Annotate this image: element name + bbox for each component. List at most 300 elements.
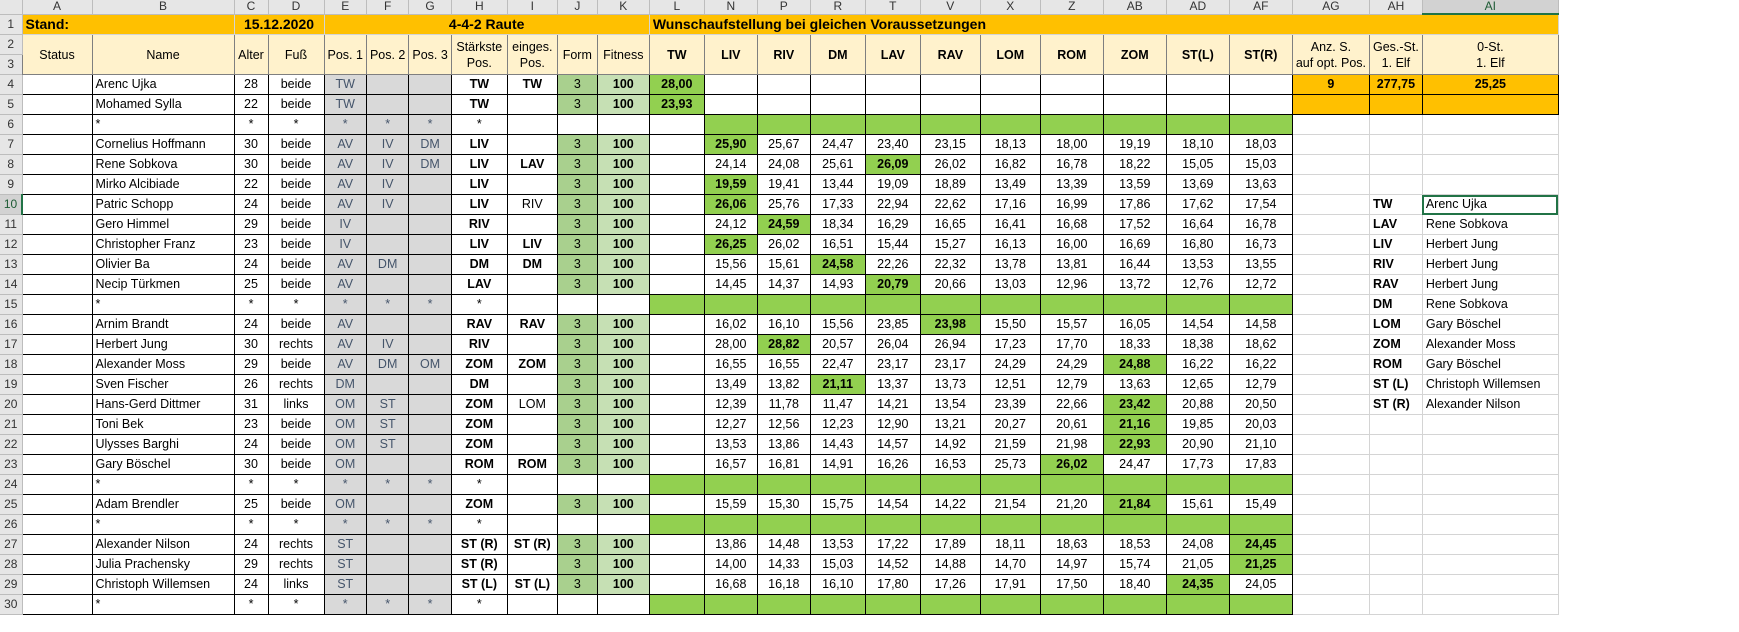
value-liv[interactable] (704, 95, 757, 115)
player-pos3[interactable] (409, 555, 451, 575)
player-pos1[interactable]: OM (324, 395, 366, 415)
lineup-player[interactable]: Rene Sobkova (1422, 295, 1558, 315)
separator-bar-cell[interactable] (1166, 515, 1229, 535)
player-pos1[interactable]: AV (324, 195, 366, 215)
value-lom[interactable]: 14,70 (980, 555, 1040, 575)
value-lav[interactable]: 16,29 (865, 215, 920, 235)
value-stl[interactable]: 24,35 (1166, 575, 1229, 595)
value-liv[interactable]: 26,25 (704, 235, 757, 255)
player-einges-pos[interactable]: LOM (507, 395, 557, 415)
player-staerkste-pos[interactable]: TW (451, 95, 507, 115)
empty-cell[interactable] (1370, 135, 1423, 155)
player-pos1[interactable]: ST (324, 535, 366, 555)
placeholder-cell[interactable]: * (234, 595, 268, 615)
player-pos3[interactable]: DM (409, 155, 451, 175)
player-alter[interactable]: 25 (234, 495, 268, 515)
row-header-17[interactable]: 17 (0, 335, 22, 355)
value-dm[interactable]: 24,47 (810, 135, 865, 155)
player-pos2[interactable] (366, 215, 408, 235)
value-str[interactable] (1229, 95, 1292, 115)
separator-bar-cell[interactable] (865, 595, 920, 615)
row-header-1[interactable]: 1 (0, 14, 22, 35)
separator-bar-cell[interactable] (1103, 595, 1166, 615)
column-header-K[interactable]: K (597, 0, 649, 14)
empty-cell[interactable] (1370, 435, 1423, 455)
value-lom[interactable]: 17,23 (980, 335, 1040, 355)
player-pos3[interactable] (409, 435, 451, 455)
value-dm[interactable]: 21,11 (810, 375, 865, 395)
separator-bar-cell[interactable] (810, 115, 865, 135)
player-pos3[interactable] (409, 215, 451, 235)
column-header-N[interactable]: N (704, 0, 757, 14)
player-form[interactable]: 3 (557, 235, 597, 255)
row-header-19[interactable]: 19 (0, 375, 22, 395)
separator-bar-cell[interactable] (920, 595, 980, 615)
value-str[interactable]: 21,10 (1229, 435, 1292, 455)
value-riv[interactable]: 13,86 (757, 435, 810, 455)
player-fitness[interactable]: 100 (597, 95, 649, 115)
lineup-position[interactable]: LIV (1370, 235, 1423, 255)
placeholder-cell[interactable]: * (268, 295, 324, 315)
player-fuss[interactable]: beide (268, 215, 324, 235)
empty-cell[interactable] (1370, 455, 1423, 475)
column-header-Z[interactable]: Z (1040, 0, 1103, 14)
player-alter[interactable]: 24 (234, 195, 268, 215)
player-fitness[interactable]: 100 (597, 155, 649, 175)
placeholder-cell[interactable]: * (234, 115, 268, 135)
header-status[interactable]: Status (22, 35, 92, 75)
value-str[interactable] (1229, 75, 1292, 95)
value-lom[interactable]: 20,27 (980, 415, 1040, 435)
value-liv[interactable]: 15,56 (704, 255, 757, 275)
value-tw[interactable] (649, 275, 704, 295)
row-header-7[interactable]: 7 (0, 135, 22, 155)
placeholder-cell[interactable]: * (451, 475, 507, 495)
player-alter[interactable]: 23 (234, 415, 268, 435)
lineup-position[interactable]: LOM (1370, 315, 1423, 335)
player-alter[interactable]: 29 (234, 215, 268, 235)
lineup-player[interactable]: Arenc Ujka (1422, 195, 1558, 215)
empty-cell[interactable] (1292, 195, 1369, 215)
placeholder-cell[interactable]: * (92, 115, 234, 135)
player-pos2[interactable]: IV (366, 195, 408, 215)
player-form[interactable]: 3 (557, 435, 597, 455)
header-position-str[interactable]: ST(R) (1229, 35, 1292, 75)
value-str[interactable]: 16,78 (1229, 215, 1292, 235)
player-pos1[interactable]: OM (324, 435, 366, 455)
value-rom[interactable]: 21,20 (1040, 495, 1103, 515)
value-riv[interactable]: 26,02 (757, 235, 810, 255)
summary-cell[interactable] (1422, 95, 1558, 115)
empty-cell[interactable] (507, 515, 557, 535)
separator-bar-cell[interactable] (757, 595, 810, 615)
separator-bar-cell[interactable] (865, 295, 920, 315)
value-zom[interactable]: 21,84 (1103, 495, 1166, 515)
value-riv[interactable] (757, 75, 810, 95)
placeholder-cell[interactable]: * (451, 115, 507, 135)
separator-bar-cell[interactable] (649, 595, 704, 615)
separator-bar-cell[interactable] (1103, 115, 1166, 135)
value-stl[interactable]: 19,85 (1166, 415, 1229, 435)
player-name[interactable]: Ulysses Barghi (92, 435, 234, 455)
value-rom[interactable]: 20,61 (1040, 415, 1103, 435)
player-form[interactable]: 3 (557, 355, 597, 375)
value-dm[interactable]: 22,47 (810, 355, 865, 375)
separator-bar-cell[interactable] (980, 475, 1040, 495)
placeholder-cell[interactable]: * (234, 475, 268, 495)
player-alter[interactable]: 25 (234, 275, 268, 295)
separator-bar-cell[interactable] (1040, 115, 1103, 135)
player-pos1[interactable]: AV (324, 135, 366, 155)
empty-cell[interactable] (507, 115, 557, 135)
value-lom[interactable]: 18,13 (980, 135, 1040, 155)
stand-label[interactable]: Stand: (22, 14, 234, 35)
player-alter[interactable]: 31 (234, 395, 268, 415)
column-header-D[interactable]: D (268, 0, 324, 14)
player-fitness[interactable]: 100 (597, 75, 649, 95)
placeholder-cell[interactable]: * (92, 475, 234, 495)
empty-cell[interactable] (1422, 415, 1558, 435)
value-tw[interactable] (649, 375, 704, 395)
player-form[interactable]: 3 (557, 175, 597, 195)
placeholder-cell[interactable]: * (366, 115, 408, 135)
separator-bar-cell[interactable] (810, 475, 865, 495)
empty-cell[interactable] (1422, 455, 1558, 475)
empty-cell[interactable] (1292, 315, 1369, 335)
empty-cell[interactable] (1292, 495, 1369, 515)
placeholder-cell[interactable]: * (268, 515, 324, 535)
player-pos1[interactable]: TW (324, 75, 366, 95)
value-rom[interactable]: 16,68 (1040, 215, 1103, 235)
value-dm[interactable]: 15,56 (810, 315, 865, 335)
player-name[interactable]: Arenc Ujka (92, 75, 234, 95)
status-cell[interactable] (22, 535, 92, 555)
value-tw[interactable] (649, 135, 704, 155)
row-header-26[interactable]: 26 (0, 515, 22, 535)
value-str[interactable]: 15,49 (1229, 495, 1292, 515)
value-rav[interactable]: 22,62 (920, 195, 980, 215)
value-lav[interactable]: 19,09 (865, 175, 920, 195)
row-header-28[interactable]: 28 (0, 555, 22, 575)
player-staerkste-pos[interactable]: DM (451, 375, 507, 395)
empty-cell[interactable] (1292, 175, 1369, 195)
player-staerkste-pos[interactable]: RIV (451, 215, 507, 235)
placeholder-cell[interactable]: * (324, 295, 366, 315)
value-dm[interactable]: 15,75 (810, 495, 865, 515)
value-lom[interactable]: 13,78 (980, 255, 1040, 275)
separator-bar-cell[interactable] (865, 475, 920, 495)
status-cell[interactable] (22, 275, 92, 295)
separator-bar-cell[interactable] (810, 595, 865, 615)
value-rav[interactable]: 22,32 (920, 255, 980, 275)
value-liv[interactable]: 14,45 (704, 275, 757, 295)
placeholder-cell[interactable]: * (324, 515, 366, 535)
value-dm[interactable]: 14,93 (810, 275, 865, 295)
empty-cell[interactable] (1422, 535, 1558, 555)
player-name[interactable]: Mirko Alcibiade (92, 175, 234, 195)
value-rav[interactable] (920, 75, 980, 95)
value-rav[interactable]: 23,15 (920, 135, 980, 155)
value-liv[interactable]: 13,53 (704, 435, 757, 455)
header-fuss[interactable]: Fuß (268, 35, 324, 75)
separator-bar-cell[interactable] (1166, 475, 1229, 495)
empty-cell[interactable] (1370, 155, 1423, 175)
row-header-4[interactable]: 4 (0, 75, 22, 95)
player-staerkste-pos[interactable]: ZOM (451, 495, 507, 515)
value-rom[interactable]: 18,63 (1040, 535, 1103, 555)
empty-cell[interactable] (1292, 335, 1369, 355)
player-pos2[interactable]: IV (366, 175, 408, 195)
value-rom[interactable]: 21,98 (1040, 435, 1103, 455)
value-riv[interactable]: 15,61 (757, 255, 810, 275)
player-einges-pos[interactable] (507, 275, 557, 295)
value-riv[interactable]: 25,67 (757, 135, 810, 155)
value-zom[interactable] (1103, 95, 1166, 115)
player-pos1[interactable]: ST (324, 575, 366, 595)
empty-cell[interactable] (597, 295, 649, 315)
lineup-position[interactable]: ZOM (1370, 335, 1423, 355)
placeholder-cell[interactable]: * (92, 595, 234, 615)
column-header-AI[interactable]: AI (1422, 0, 1558, 14)
value-lom[interactable]: 16,13 (980, 235, 1040, 255)
status-cell[interactable] (22, 135, 92, 155)
separator-bar-cell[interactable] (920, 295, 980, 315)
empty-cell[interactable] (1370, 555, 1423, 575)
empty-cell[interactable] (1370, 575, 1423, 595)
value-str[interactable]: 16,73 (1229, 235, 1292, 255)
status-cell[interactable] (22, 475, 92, 495)
value-riv[interactable]: 14,33 (757, 555, 810, 575)
empty-cell[interactable] (507, 475, 557, 495)
separator-bar-cell[interactable] (1040, 295, 1103, 315)
player-pos2[interactable] (366, 575, 408, 595)
value-tw[interactable] (649, 355, 704, 375)
header-pos2[interactable]: Pos. 2 (366, 35, 408, 75)
player-form[interactable]: 3 (557, 555, 597, 575)
empty-cell[interactable] (1370, 515, 1423, 535)
value-lom[interactable]: 16,41 (980, 215, 1040, 235)
value-rav[interactable]: 26,02 (920, 155, 980, 175)
value-rav[interactable]: 15,27 (920, 235, 980, 255)
player-name[interactable]: Patric Schopp (92, 195, 234, 215)
empty-cell[interactable] (1422, 135, 1558, 155)
player-fitness[interactable]: 100 (597, 215, 649, 235)
separator-bar-cell[interactable] (980, 115, 1040, 135)
value-riv[interactable]: 24,59 (757, 215, 810, 235)
column-header-A[interactable]: A (22, 0, 92, 14)
player-pos3[interactable] (409, 455, 451, 475)
value-rom[interactable]: 16,00 (1040, 235, 1103, 255)
value-rav[interactable]: 13,54 (920, 395, 980, 415)
value-tw[interactable] (649, 555, 704, 575)
header-position-lom[interactable]: LOM (980, 35, 1040, 75)
row-header-14[interactable]: 14 (0, 275, 22, 295)
value-str[interactable]: 20,50 (1229, 395, 1292, 415)
player-fitness[interactable]: 100 (597, 235, 649, 255)
placeholder-cell[interactable]: * (92, 515, 234, 535)
empty-cell[interactable] (557, 515, 597, 535)
player-staerkste-pos[interactable]: ST (R) (451, 535, 507, 555)
player-einges-pos[interactable] (507, 215, 557, 235)
row-header-23[interactable]: 23 (0, 455, 22, 475)
value-riv[interactable]: 16,55 (757, 355, 810, 375)
player-pos1[interactable]: IV (324, 235, 366, 255)
separator-bar-cell[interactable] (1229, 295, 1292, 315)
value-lom[interactable]: 17,16 (980, 195, 1040, 215)
value-lom[interactable]: 21,59 (980, 435, 1040, 455)
player-einges-pos[interactable] (507, 495, 557, 515)
column-header-V[interactable]: V (920, 0, 980, 14)
separator-bar-cell[interactable] (704, 475, 757, 495)
player-fitness[interactable]: 100 (597, 495, 649, 515)
placeholder-cell[interactable]: * (409, 595, 451, 615)
value-stl[interactable]: 14,54 (1166, 315, 1229, 335)
value-rav[interactable]: 16,53 (920, 455, 980, 475)
value-dm[interactable]: 14,43 (810, 435, 865, 455)
value-liv[interactable]: 14,00 (704, 555, 757, 575)
player-fuss[interactable]: beide (268, 355, 324, 375)
value-riv[interactable]: 14,48 (757, 535, 810, 555)
status-cell[interactable] (22, 335, 92, 355)
separator-bar-cell[interactable] (1166, 115, 1229, 135)
player-pos2[interactable]: DM (366, 255, 408, 275)
value-tw[interactable] (649, 195, 704, 215)
empty-cell[interactable] (1292, 455, 1369, 475)
empty-cell[interactable] (1422, 595, 1558, 615)
player-fitness[interactable]: 100 (597, 135, 649, 155)
separator-bar-cell[interactable] (649, 115, 704, 135)
value-zom[interactable]: 23,42 (1103, 395, 1166, 415)
placeholder-cell[interactable]: * (409, 295, 451, 315)
value-stl[interactable] (1166, 75, 1229, 95)
empty-cell[interactable] (507, 595, 557, 615)
player-staerkste-pos[interactable]: LAV (451, 275, 507, 295)
column-header-T[interactable]: T (865, 0, 920, 14)
status-cell[interactable] (22, 455, 92, 475)
lineup-player[interactable]: Rene Sobkova (1422, 215, 1558, 235)
separator-bar-cell[interactable] (704, 515, 757, 535)
header-position-tw[interactable]: TW (649, 35, 704, 75)
player-fitness[interactable]: 100 (597, 535, 649, 555)
player-form[interactable]: 3 (557, 275, 597, 295)
player-fuss[interactable]: beide (268, 495, 324, 515)
empty-cell[interactable] (557, 475, 597, 495)
value-rom[interactable]: 26,02 (1040, 455, 1103, 475)
value-stl[interactable]: 18,10 (1166, 135, 1229, 155)
status-cell[interactable] (22, 575, 92, 595)
empty-cell[interactable] (1422, 495, 1558, 515)
placeholder-cell[interactable]: * (268, 595, 324, 615)
player-einges-pos[interactable] (507, 375, 557, 395)
separator-bar-cell[interactable] (649, 295, 704, 315)
value-tw[interactable]: 23,93 (649, 95, 704, 115)
value-lom[interactable]: 13,03 (980, 275, 1040, 295)
placeholder-cell[interactable]: * (324, 475, 366, 495)
status-cell[interactable] (22, 515, 92, 535)
value-lav[interactable]: 17,80 (865, 575, 920, 595)
player-alter[interactable]: 22 (234, 95, 268, 115)
value-rav[interactable]: 13,73 (920, 375, 980, 395)
row-header-9[interactable]: 9 (0, 175, 22, 195)
value-str[interactable]: 17,83 (1229, 455, 1292, 475)
player-pos2[interactable] (366, 535, 408, 555)
row-header-30[interactable]: 30 (0, 595, 22, 615)
player-name[interactable]: Mohamed Sylla (92, 95, 234, 115)
player-fitness[interactable]: 100 (597, 195, 649, 215)
empty-cell[interactable] (1370, 495, 1423, 515)
value-zom[interactable]: 18,40 (1103, 575, 1166, 595)
separator-bar-cell[interactable] (704, 595, 757, 615)
value-stl[interactable]: 24,08 (1166, 535, 1229, 555)
stand-date[interactable]: 15.12.2020 (234, 14, 324, 35)
player-pos3[interactable] (409, 255, 451, 275)
value-stl[interactable]: 13,53 (1166, 255, 1229, 275)
value-riv[interactable]: 24,08 (757, 155, 810, 175)
player-fuss[interactable]: beide (268, 195, 324, 215)
placeholder-cell[interactable]: * (366, 595, 408, 615)
value-str[interactable]: 12,79 (1229, 375, 1292, 395)
player-einges-pos[interactable]: DM (507, 255, 557, 275)
value-stl[interactable]: 20,90 (1166, 435, 1229, 455)
header-position-rav[interactable]: RAV (920, 35, 980, 75)
empty-cell[interactable] (1370, 115, 1423, 135)
header-gesamtstaerke[interactable] (1370, 35, 1423, 75)
value-lav[interactable]: 17,22 (865, 535, 920, 555)
value-dm[interactable] (810, 75, 865, 95)
separator-bar-cell[interactable] (810, 295, 865, 315)
player-einges-pos[interactable] (507, 555, 557, 575)
player-name[interactable]: Herbert Jung (92, 335, 234, 355)
separator-bar-cell[interactable] (1040, 475, 1103, 495)
value-lom[interactable]: 24,29 (980, 355, 1040, 375)
value-lav[interactable]: 22,94 (865, 195, 920, 215)
value-tw[interactable] (649, 455, 704, 475)
status-cell[interactable] (22, 115, 92, 135)
player-form[interactable]: 3 (557, 495, 597, 515)
player-einges-pos[interactable]: RAV (507, 315, 557, 335)
player-staerkste-pos[interactable]: ZOM (451, 435, 507, 455)
column-header-P[interactable]: P (757, 0, 810, 14)
player-staerkste-pos[interactable]: ST (R) (451, 555, 507, 575)
value-tw[interactable] (649, 415, 704, 435)
lineup-position[interactable]: RIV (1370, 255, 1423, 275)
player-alter[interactable]: 24 (234, 435, 268, 455)
player-alter[interactable]: 26 (234, 375, 268, 395)
placeholder-cell[interactable]: * (451, 295, 507, 315)
empty-cell[interactable] (1292, 275, 1369, 295)
status-cell[interactable] (22, 155, 92, 175)
player-name[interactable]: Toni Bek (92, 415, 234, 435)
value-tw[interactable] (649, 575, 704, 595)
player-form[interactable]: 3 (557, 395, 597, 415)
summary-cell[interactable] (1370, 95, 1423, 115)
value-lom[interactable]: 18,11 (980, 535, 1040, 555)
placeholder-cell[interactable]: * (366, 295, 408, 315)
header-fitness[interactable]: Fitness (597, 35, 649, 75)
player-name[interactable]: Gary Böschel (92, 455, 234, 475)
status-cell[interactable] (22, 195, 92, 215)
value-liv[interactable]: 16,02 (704, 315, 757, 335)
value-liv[interactable]: 16,57 (704, 455, 757, 475)
player-form[interactable]: 3 (557, 135, 597, 155)
separator-bar-cell[interactable] (1229, 475, 1292, 495)
row-header-8[interactable]: 8 (0, 155, 22, 175)
row-header-25[interactable]: 25 (0, 495, 22, 515)
value-lav[interactable]: 23,17 (865, 355, 920, 375)
value-rav[interactable]: 23,98 (920, 315, 980, 335)
player-alter[interactable]: 29 (234, 355, 268, 375)
player-fitness[interactable]: 100 (597, 355, 649, 375)
